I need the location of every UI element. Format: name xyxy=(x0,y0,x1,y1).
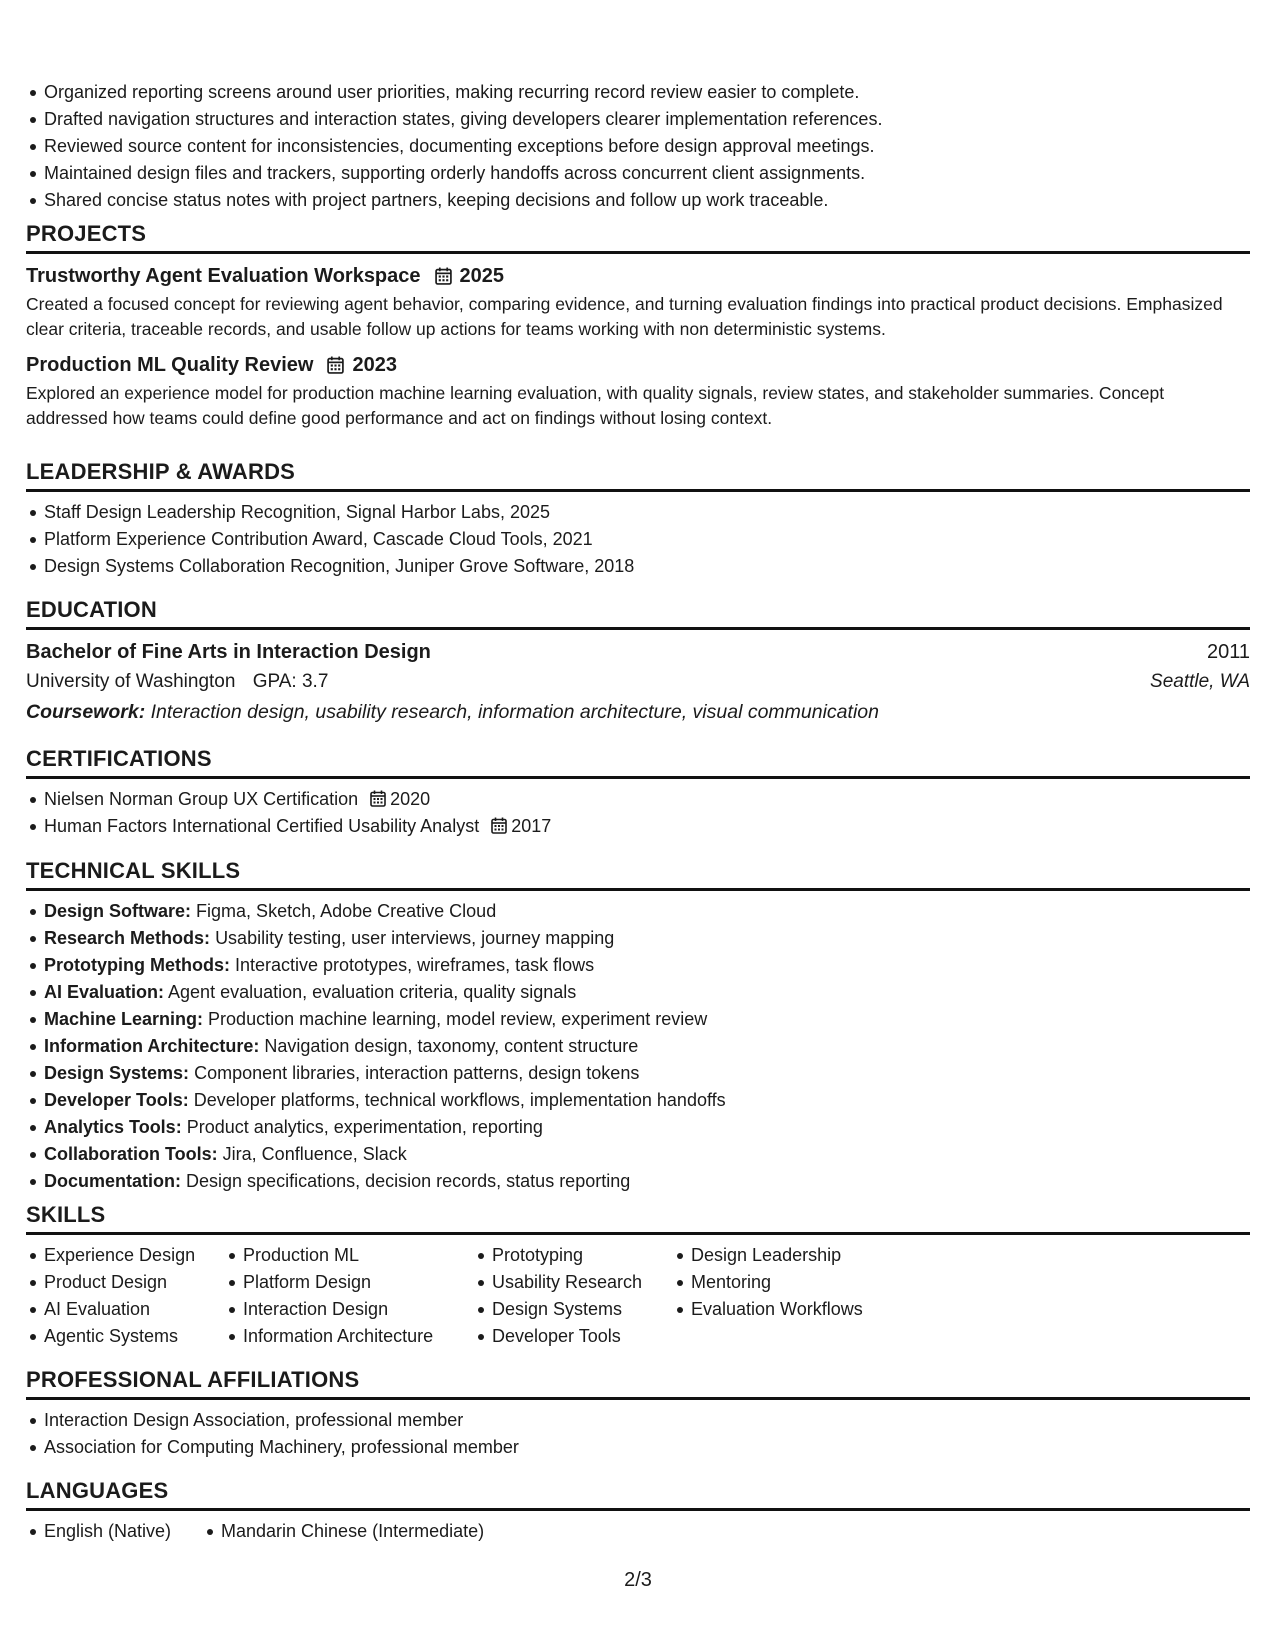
experience-bullet-list xyxy=(26,79,882,214)
section-title: PROJECTS xyxy=(26,221,147,246)
list-item xyxy=(26,1033,1250,1060)
list-item xyxy=(26,898,1250,925)
section-divider xyxy=(26,1508,1250,1511)
calendar-icon xyxy=(327,356,344,374)
certification-name: Nielsen Norman Group UX Certification xyxy=(44,789,359,809)
skill-category: Machine Learning: xyxy=(44,1009,204,1029)
list-item: Evaluation Workflows xyxy=(673,1296,863,1323)
technical-skills-list xyxy=(26,898,1250,1195)
skill-values: Developer platforms, technical workflows, implementation handoffs xyxy=(193,1090,726,1110)
projects-section xyxy=(26,221,1250,430)
skill-values: Production machine learning, model review, experiment review xyxy=(208,1009,708,1029)
skill-category: Collaboration Tools: xyxy=(44,1144,218,1164)
list-item: English (Native) xyxy=(26,1518,171,1545)
languages-section xyxy=(26,1478,1250,1546)
list-item xyxy=(26,979,1250,1006)
list-item: Production ML xyxy=(225,1242,433,1269)
list-item: Platform Experience Contribution Award, Cascade Cloud Tools, 2021 xyxy=(26,526,1250,553)
section-divider xyxy=(26,251,1250,254)
list-item xyxy=(26,925,1250,952)
list-item: Staff Design Leadership Recognition, Signal Harbor Labs, 2025 xyxy=(26,499,1250,526)
certification-name: Human Factors International Certified Usability Analyst xyxy=(44,816,480,836)
skill-category: Documentation: xyxy=(44,1171,181,1191)
skill-values: Jira, Confluence, Slack xyxy=(222,1144,407,1164)
school-name: University of Washington xyxy=(26,671,236,692)
skill-category: Information Architecture: xyxy=(44,1036,260,1056)
page-number: 2/3 xyxy=(624,1569,652,1591)
skill-values: Navigation design, taxonomy, content structure xyxy=(264,1036,639,1056)
list-item xyxy=(26,1114,1250,1141)
certifications-section xyxy=(26,746,1250,840)
section-title: LEADERSHIP & AWARDS xyxy=(26,459,296,484)
section-divider xyxy=(26,1397,1250,1400)
list-item: Developer Tools xyxy=(474,1323,642,1350)
technical-skills-section xyxy=(26,858,1250,1195)
languages-row xyxy=(26,1518,1250,1546)
coursework-text: Interaction design, usability research, information architecture, visual communication xyxy=(150,701,879,723)
skills-column xyxy=(26,1242,195,1350)
project-year: 2025 xyxy=(459,265,505,287)
list-item: Interaction Design Association, professional member xyxy=(26,1407,1250,1434)
list-item: Maintained design files and trackers, supporting orderly handoffs across concurrent client assignments. xyxy=(26,160,882,187)
skills-column xyxy=(474,1242,642,1350)
section-divider xyxy=(26,627,1250,630)
skill-values: Design specifications, decision records, status reporting xyxy=(186,1171,631,1191)
project-name: Trustworthy Agent Evaluation Workspace xyxy=(26,265,421,287)
section-title: EDUCATION xyxy=(26,597,157,622)
calendar-icon xyxy=(491,817,507,834)
skill-category: AI Evaluation: xyxy=(44,982,165,1002)
project-entry xyxy=(26,352,1250,430)
project-name: Production ML Quality Review xyxy=(26,354,314,376)
calendar-icon xyxy=(370,790,386,807)
certifications-list xyxy=(26,786,1250,840)
affiliations-section xyxy=(26,1367,1250,1461)
list-item xyxy=(26,813,1250,840)
leadership-section xyxy=(26,459,1250,580)
section-divider xyxy=(26,489,1250,492)
list-item: Mentoring xyxy=(673,1269,863,1296)
skill-values: Usability testing, user interviews, journey mapping xyxy=(215,928,615,948)
degree-name: Bachelor of Fine Arts in Interaction Design xyxy=(26,641,431,663)
skill-values: Product analytics, experimentation, reporting xyxy=(186,1117,543,1137)
gpa: GPA: 3.7 xyxy=(252,671,329,692)
list-item xyxy=(26,1006,1250,1033)
section-divider xyxy=(26,888,1250,891)
section-title: LANGUAGES xyxy=(26,1478,169,1503)
skills-column xyxy=(673,1242,863,1323)
list-item: Information Architecture xyxy=(225,1323,433,1350)
list-item: Association for Computing Machinery, professional member xyxy=(26,1434,1250,1461)
resume-page xyxy=(26,0,1250,1650)
list-item: Design Systems xyxy=(474,1296,642,1323)
languages-list xyxy=(26,1518,171,1545)
list-item: Product Design xyxy=(26,1269,195,1296)
calendar-icon xyxy=(435,267,452,285)
list-item: Platform Design xyxy=(225,1269,433,1296)
list-item: Interaction Design xyxy=(225,1296,433,1323)
skill-category: Developer Tools: xyxy=(44,1090,189,1110)
section-title: CERTIFICATIONS xyxy=(26,746,212,771)
certification-year: 2017 xyxy=(511,816,552,836)
skills-column xyxy=(225,1242,433,1350)
languages-list xyxy=(203,1518,484,1545)
list-item: Agentic Systems xyxy=(26,1323,195,1350)
list-item xyxy=(26,952,1250,979)
list-item: Drafted navigation structures and interaction states, giving developers clearer implementation references. xyxy=(26,106,882,133)
project-year: 2023 xyxy=(352,354,397,376)
list-item: Design Leadership xyxy=(673,1242,863,1269)
skill-values: Agent evaluation, evaluation criteria, quality signals xyxy=(168,982,577,1002)
list-item: Reviewed source content for inconsistencies, documenting exceptions before design approval meetings. xyxy=(26,133,882,160)
list-item xyxy=(26,786,1250,813)
skill-values: Interactive prototypes, wireframes, task flows xyxy=(235,955,595,975)
list-item: Organized reporting screens around user priorities, making recurring record review easier to complete. xyxy=(26,79,882,106)
coursework-label: Coursework: xyxy=(26,701,146,723)
section-divider xyxy=(26,1232,1250,1235)
skill-values: Component libraries, interaction patterns, design tokens xyxy=(194,1063,640,1083)
list-item: Design Systems Collaboration Recognition, Juniper Grove Software, 2018 xyxy=(26,553,1250,580)
skill-category: Design Systems: xyxy=(44,1063,190,1083)
list-item: Mandarin Chinese (Intermediate) xyxy=(203,1518,484,1545)
affiliations-list xyxy=(26,1407,1250,1461)
list-item xyxy=(26,1168,1250,1195)
skill-values: Figma, Sketch, Adobe Creative Cloud xyxy=(196,901,497,921)
list-item xyxy=(26,1060,1250,1087)
skills-section xyxy=(26,1202,1250,1352)
list-item: Prototyping xyxy=(474,1242,642,1269)
skill-category: Prototyping Methods: xyxy=(44,955,230,975)
graduation-year: 2011 xyxy=(1206,641,1250,663)
list-item: AI Evaluation xyxy=(26,1296,195,1323)
list-item: Shared concise status notes with project partners, keeping decisions and follow up work traceable. xyxy=(26,187,882,214)
skill-category: Design Software: xyxy=(44,901,192,921)
list-item xyxy=(26,1087,1250,1114)
list-item xyxy=(26,1141,1250,1168)
list-item: Usability Research xyxy=(474,1269,642,1296)
skills-grid xyxy=(26,1242,1250,1352)
education-section xyxy=(26,597,1250,725)
section-divider xyxy=(26,776,1250,779)
certification-year: 2020 xyxy=(390,789,431,809)
coursework xyxy=(26,699,1250,725)
skill-category: Analytics Tools: xyxy=(44,1117,182,1137)
school-location: Seattle, WA xyxy=(1150,671,1250,692)
section-title: SKILLS xyxy=(26,1202,106,1227)
section-title: TECHNICAL SKILLS xyxy=(26,858,241,883)
skill-category: Research Methods: xyxy=(44,928,211,948)
section-title: PROFESSIONAL AFFILIATIONS xyxy=(26,1367,360,1392)
project-description: Created a focused concept for reviewing agent behavior, comparing evidence, and turning evaluation findings into practical product decisions. Emphasized clear criteria, traceable records, and usable follow up actions for teams working with non deterministic systems. xyxy=(26,294,1223,339)
list-item: Experience Design xyxy=(26,1242,195,1269)
project-description: Explored an experience model for production machine learning evaluation, with quality signals, review states, and stakeholder summaries. Concept addressed how teams could define good performance and act on findings without losing context. xyxy=(26,383,1165,428)
awards-list xyxy=(26,499,1250,580)
project-entry xyxy=(26,263,1250,341)
